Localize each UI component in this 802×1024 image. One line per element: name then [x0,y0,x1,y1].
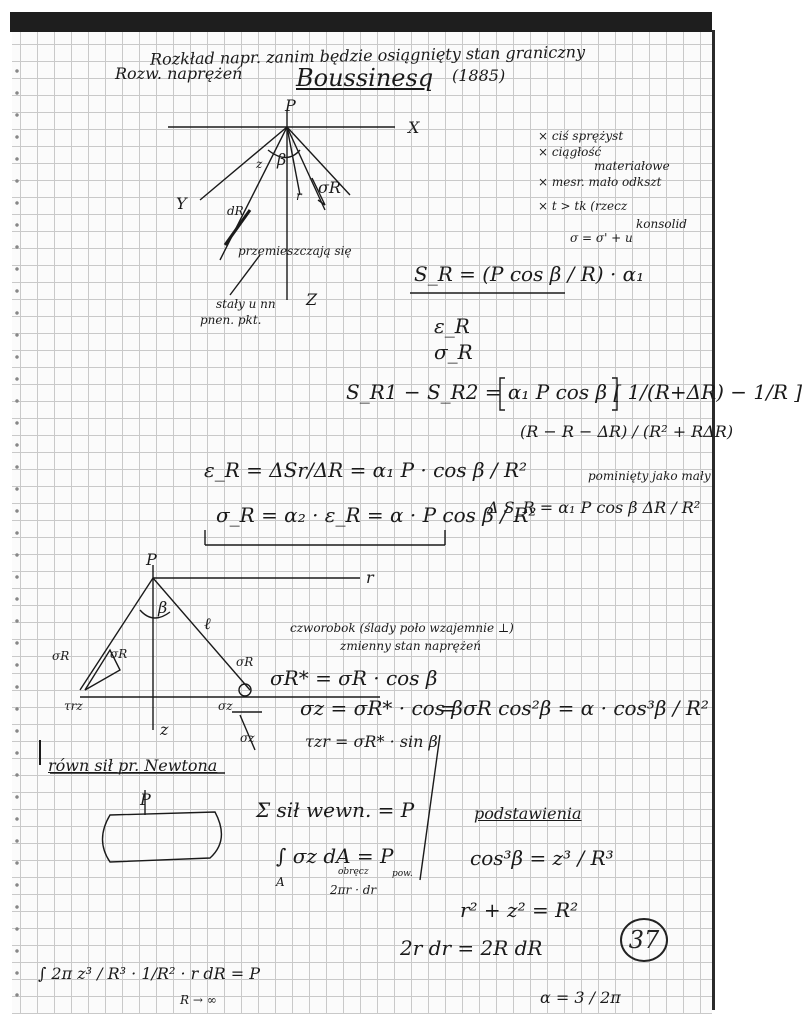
eq-sigR: σ_R [434,340,473,364]
diag2-label-tau: τrz [64,699,83,713]
diag2-label-sigmaZ: σz [218,699,233,713]
substitution-1: cos³β = z³ / R³ [470,846,614,870]
eq-sigma: σ_R = α₂ · ε_R = α · P cos β / R² [216,503,537,527]
header-title: Boussinesq [296,64,434,92]
balance-title: równ sił pr. Newtona [48,756,218,775]
eq-eps: ε_R = ΔSr/ΔR = α₁ P · cos β / R² [204,458,528,482]
assumption-1: × ciś sprężyst [538,129,624,143]
diag1-label-Y: Y [176,194,187,213]
balance-P: P [140,790,151,809]
diag2-label-sigmaR-b: σR [236,655,254,669]
diag2-label-z: z [160,720,169,739]
balance-sum: Σ sił wewn. = P [256,798,415,822]
assumption-5: × t > tk (rzecz [538,199,628,213]
diag2-label-sigmaR-a: σR [110,647,128,661]
footer-equation: ∫ 2π z³ / R³ · 1/R² · r dR = P [38,964,260,983]
diag2-note-2: zmienny stan naprężeń [340,639,481,653]
header-year: (1885) [452,66,506,85]
balance-integral: ∫ σz dA = P [276,844,394,868]
diag2-label-sigmaZ-b: σz [240,731,255,745]
page-number: 37 [620,918,668,962]
substitutions-title: podstawienia [474,804,582,823]
diag2-label-l: ℓ [204,614,211,633]
balance-under-small-2: pow. [392,869,413,879]
diag1-label-beta: β [277,150,287,169]
diag1-label-Z: Z [306,290,318,309]
diag2-eq-tau: τzr = σR* · sin β [305,732,438,751]
eq-diff: S_R1 − S_R2 = α₁ P cos β [ 1/(R+ΔR) − 1/R ] [346,380,802,404]
diag1-label-X: X [408,118,420,137]
diag1-label-z: z [256,157,263,171]
balance-under: 2πr · dr [330,883,377,897]
header-line-2: Rozw. naprężeń [115,64,243,83]
diag1-note-staty: stały u nn [216,297,276,311]
assumption-7: σ = σ' + u [570,231,633,245]
eq-pominiety: pominięty jako mały [588,469,711,483]
diag1-label-r: r [296,189,302,203]
eq-frac: (R − R − ΔR) / (R² + RΔR) [520,422,734,441]
diag1-note-przemieszcza: przemieszczają się [238,244,352,258]
footer-equation-2: α = 3 / 2π [540,988,621,1007]
diag2-label-P: P [146,550,157,569]
diag2-label-sigmaR-left: σR [52,649,70,663]
eq-epsR: ε_R [434,314,470,338]
substitution-2: r² + z² = R² [460,898,579,922]
diag1-label-dR: dR [227,204,244,218]
eq-dSR: Δ S_R = α₁ P cos β ΔR / R² [487,498,701,517]
eq-sR: S_R = (P cos β / R) · α₁ [414,262,645,286]
assumption-4: × mesr. mało odkszt [538,175,662,189]
diag1-note-pnen: pnen. pkt. [200,313,262,327]
footer-limits: R → ∞ [180,993,217,1007]
balance-under-small: obręcz [338,867,369,877]
diag2-eq-sz: σz = σR* · cos β [300,696,463,720]
assumption-2: × ciągłość [538,145,602,159]
assumption-6: konsolid [636,217,687,231]
substitution-3: 2r dr = 2R dR [400,936,543,960]
assumption-3: materiałowe [594,159,670,173]
balance-A: A [276,875,285,889]
diag2-eq-big: = σR cos²β = α · cos³β / R² [440,696,709,720]
diag2-label-beta: β [158,598,168,617]
diag1-label-P: P [285,96,296,115]
diag2-eq-rstar: σR* = σR · cos β [270,666,438,690]
diag2-note-1: czworobok (ślady poło wzajemnie ⊥) [290,621,514,635]
diag1-label-sigmaR: σR [318,178,341,197]
diag2-label-r: r [366,568,374,587]
header-line-1: Rozkład napr. zanim będzie osiągnięty stan graniczny [149,42,586,69]
